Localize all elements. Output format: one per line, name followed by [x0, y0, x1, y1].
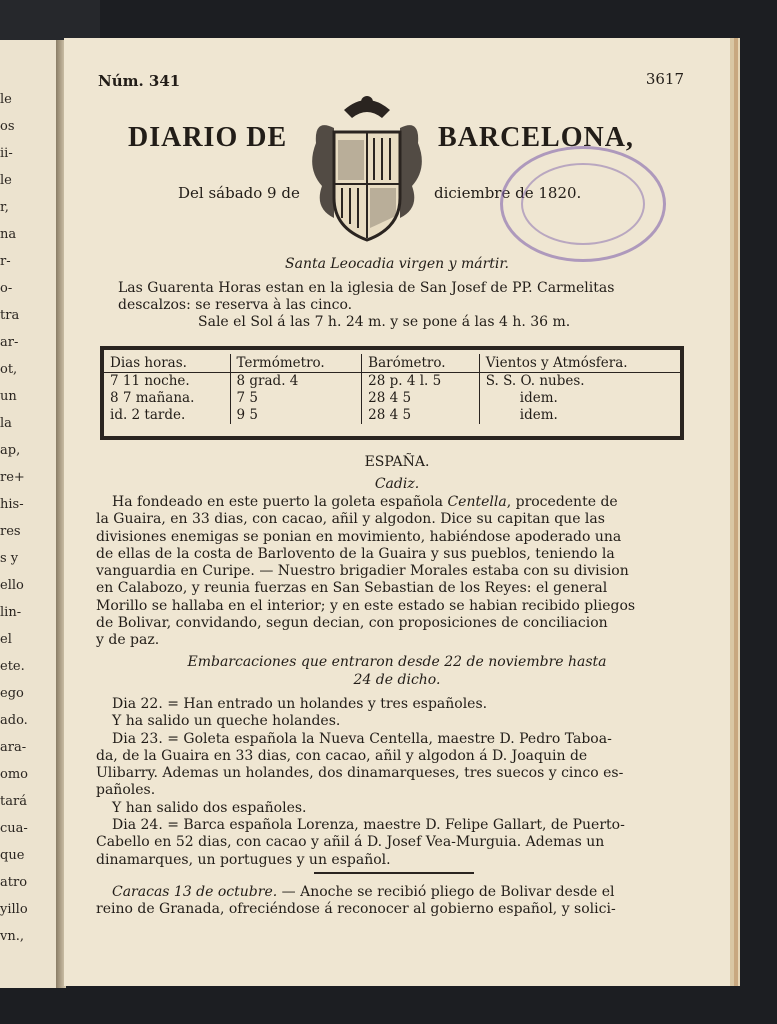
- left-page-text: le: [0, 92, 12, 107]
- table-cell: idem.: [479, 407, 680, 424]
- left-page-text: r,: [0, 200, 9, 215]
- ships-list: [96, 696, 708, 869]
- left-page-text: na: [0, 227, 17, 242]
- text-line: y de paz.: [96, 632, 160, 649]
- table-cell: S. S. O. nubes.: [479, 373, 680, 391]
- col-barometer: Barómetro.: [362, 354, 480, 373]
- text-line: Cabello en 52 dias, con cacao y añil á D. Josef Vea-Murguia. Ademas un: [96, 834, 605, 851]
- text-line: da, de la Guaira en 33 dias, con cacao, añil y algodon á D. Joaquin de: [96, 747, 588, 764]
- col-winds: Vientos y Atmósfera.: [479, 354, 680, 373]
- notice: [118, 280, 678, 331]
- left-page-text: atro: [0, 875, 28, 890]
- text-line: dinamarques, un portugues y un español.: [96, 851, 391, 868]
- text-line: divisiones enemigas se ponian en movimiento, habiéndose apoderado una: [96, 528, 622, 545]
- table-row: [104, 390, 680, 407]
- weather-table: [100, 346, 684, 440]
- left-page-text: yillo: [0, 902, 28, 917]
- left-page-text: res: [0, 524, 21, 539]
- text-line: Ulibarry. Ademas un holandes, dos dinamarqueses, tres suecos y cinco es-: [96, 765, 624, 782]
- col-thermometer: Termómetro.: [230, 354, 362, 373]
- table-cell: 7 5: [230, 390, 362, 407]
- sunrise-sunset: Sale el Sol á las 7 h. 24 m. y se pone á las 4 h. 36 m.: [198, 314, 571, 330]
- dateline-right: diciembre de 1820.: [434, 184, 582, 202]
- left-page-text: os: [0, 119, 15, 134]
- text-line: Dia 22. = Han entrado un holandes y tres españoles.: [112, 696, 488, 712]
- left-page-text: que: [0, 848, 25, 863]
- text-line: de Bolivar, convidando, segun decian, con proposiciones de conciliacion: [96, 615, 608, 632]
- text-line: Dia 23. = Goleta española la Nueva Centella, maestre D. Pedro Taboa-: [112, 730, 612, 747]
- table-cell: 28 4 5: [362, 390, 480, 407]
- text-line: Caracas 13 de octubre. — Anoche se recibió pliego de Bolivar desde el: [112, 884, 615, 900]
- table-row: [104, 373, 680, 391]
- left-page-text: ara-: [0, 740, 27, 755]
- cadiz-article: [96, 494, 708, 650]
- left-page-text: lin-: [0, 605, 22, 620]
- table-cell: id. 2 tarde.: [110, 407, 186, 423]
- caracas-article: [96, 884, 708, 919]
- left-page-text: la: [0, 416, 12, 431]
- notice-line: Las Guarenta Horas estan en la iglesia de San Josef de PP. Carmelitas: [118, 280, 615, 296]
- page-number: 3617: [645, 70, 684, 88]
- saint-of-day: Santa Leocadia virgen y mártir.: [285, 256, 509, 272]
- left-page-text: ado.: [0, 713, 28, 728]
- left-page-text: cua-: [0, 821, 28, 836]
- table-cell: 8 grad. 4: [230, 373, 362, 391]
- section-heading: ESPAÑA.: [364, 454, 430, 470]
- text-line: vanguardia en Curipe. — Nuestro brigadier Morales estaba con su division: [96, 563, 629, 580]
- left-page-text: ap,: [0, 443, 21, 458]
- text-line: pañoles.: [96, 782, 156, 799]
- newspaper-page: [64, 38, 730, 986]
- text-line: Y han salido dos españoles.: [112, 799, 307, 816]
- left-page-text: ot,: [0, 362, 18, 377]
- left-page-text: ete.: [0, 659, 25, 674]
- masthead-right: BARCELONA,: [438, 122, 634, 153]
- left-page-text: vn.,: [0, 929, 24, 944]
- text-line: Morillo se hallaba en el interior; y en este estado se habian recibido pliegos: [96, 597, 636, 614]
- ships-heading: Embarcaciones que entraron desde 22 de noviembre hasta: [187, 654, 607, 670]
- table-cell: 9 5: [230, 407, 362, 424]
- coat-of-arms-icon: [304, 88, 430, 248]
- notice-line: descalzos: se reserva à las cinco.: [118, 297, 353, 313]
- text-line: Y ha salido un queche holandes.: [112, 713, 341, 730]
- left-page-text: r-: [0, 254, 11, 269]
- text-line: la Guaira, en 33 dias, con cacao, añil y algodon. Dice su capitan que las: [96, 511, 605, 528]
- left-page-text: ello: [0, 578, 24, 593]
- table-cell: 28 4 5: [362, 407, 480, 424]
- place-heading: Cadiz.: [374, 476, 420, 492]
- left-page-text: his-: [0, 497, 24, 512]
- left-page-text: omo: [0, 767, 28, 782]
- left-page-text: ar-: [0, 335, 19, 350]
- table-cell: 8 7 mañana.: [110, 390, 195, 406]
- left-page-text: s y: [0, 551, 19, 566]
- table-cell: 7 11 noche.: [110, 373, 190, 389]
- left-page-text: ii-: [0, 146, 13, 161]
- left-page-text: un: [0, 389, 17, 404]
- text-line: de ellas de la costa de Barlovento de la Guaira y sus pueblos, teniendo la: [96, 545, 615, 562]
- dateline-left: Del sábado 9 de: [178, 184, 300, 202]
- left-page-text: ego: [0, 686, 24, 701]
- table-cell: 28 p. 4 l. 5: [362, 373, 480, 391]
- table-row: [104, 407, 680, 424]
- masthead-left: DIARIO DE: [128, 122, 288, 153]
- divider: [314, 872, 474, 874]
- left-page-text: el: [0, 632, 12, 647]
- left-page-text: tará: [0, 794, 27, 809]
- library-stamp-icon: [500, 146, 666, 262]
- left-page-edge: [0, 40, 60, 988]
- table-cell: idem.: [479, 390, 680, 407]
- text-line: Dia 24. = Barca española Lorenza, maestre D. Felipe Gallart, de Puerto-: [112, 817, 625, 834]
- col-days-hours: Dias horas.: [104, 354, 230, 373]
- left-page-text: tra: [0, 308, 20, 323]
- text-line: Ha fondeado en este puerto la goleta española Centella, procedente de: [112, 494, 618, 510]
- left-page-text: le: [0, 173, 12, 188]
- text-line: reino de Granada, ofreciéndose á reconocer al gobierno español, y solici-: [96, 901, 616, 918]
- issue-number: Núm. 341: [98, 72, 181, 90]
- left-page-text: o-: [0, 281, 13, 296]
- left-page-text: re+: [0, 470, 25, 485]
- text-line: en Calabozo, y reunia fuerzas en San Sebastian de los Reyes: el general: [96, 580, 608, 597]
- ships-heading-cont: 24 de dicho.: [353, 672, 441, 688]
